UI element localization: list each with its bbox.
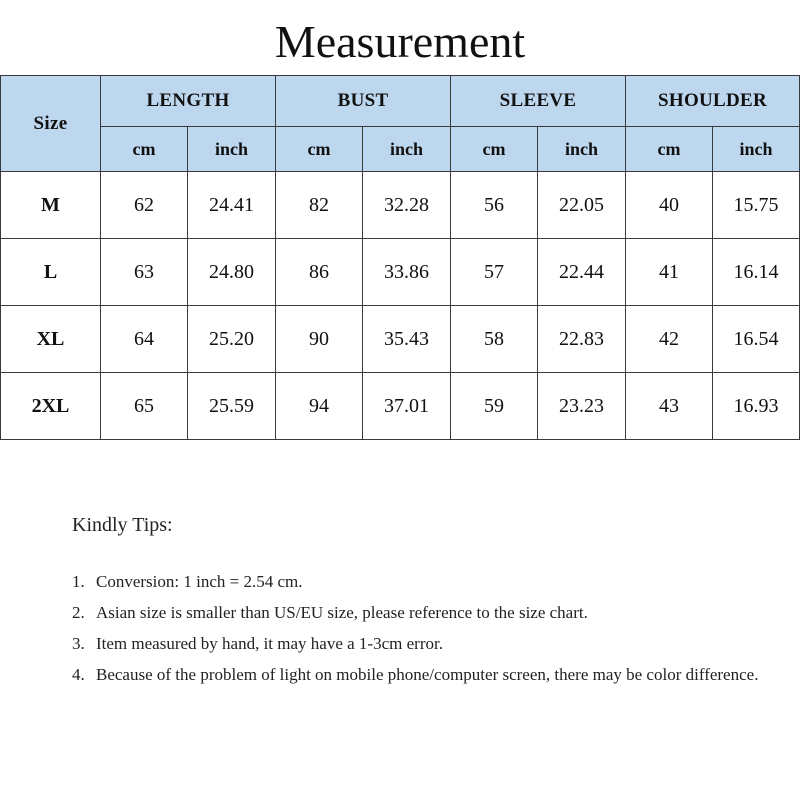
tip-number: 3. xyxy=(72,634,85,653)
size-chart-table xyxy=(0,75,800,440)
table-cell: 43 xyxy=(626,373,713,440)
size-column-header: Size xyxy=(1,76,101,172)
group-header-sleeve: SLEEVE xyxy=(451,76,626,127)
tip-text: Item measured by hand, it may have a 1-3cm error. xyxy=(96,634,443,653)
unit-header: inch xyxy=(363,127,451,172)
table-cell: 16.14 xyxy=(713,239,800,306)
table-cell: 25.20 xyxy=(188,306,276,373)
group-header-row xyxy=(1,76,800,127)
table-row xyxy=(1,239,800,306)
table-cell: 59 xyxy=(451,373,538,440)
table-cell: 41 xyxy=(626,239,713,306)
table-cell: 16.54 xyxy=(713,306,800,373)
unit-header: cm xyxy=(276,127,363,172)
table-cell: 22.05 xyxy=(538,172,626,239)
table-cell: 63 xyxy=(101,239,188,306)
table-cell: 15.75 xyxy=(713,172,800,239)
size-label: 2XL xyxy=(1,373,101,440)
table-cell: 35.43 xyxy=(363,306,451,373)
unit-header: inch xyxy=(538,127,626,172)
table-cell: 32.28 xyxy=(363,172,451,239)
tip-number: 4. xyxy=(72,665,85,684)
table-cell: 90 xyxy=(276,306,363,373)
kindly-tips xyxy=(72,510,772,690)
tip-number: 1. xyxy=(72,572,85,591)
tip-item xyxy=(72,659,772,690)
table-cell: 62 xyxy=(101,172,188,239)
tips-title: Kindly Tips: xyxy=(72,514,173,536)
unit-header: cm xyxy=(451,127,538,172)
table-cell: 40 xyxy=(626,172,713,239)
unit-header: cm xyxy=(626,127,713,172)
table-cell: 33.86 xyxy=(363,239,451,306)
table-cell: 23.23 xyxy=(538,373,626,440)
table-cell: 58 xyxy=(451,306,538,373)
unit-header: inch xyxy=(713,127,800,172)
table-cell: 82 xyxy=(276,172,363,239)
tip-number: 2. xyxy=(72,603,85,622)
table-cell: 22.44 xyxy=(538,239,626,306)
table-cell: 56 xyxy=(451,172,538,239)
table-cell: 24.80 xyxy=(188,239,276,306)
table-row xyxy=(1,306,800,373)
group-header-bust: BUST xyxy=(276,76,451,127)
table-cell: 37.01 xyxy=(363,373,451,440)
table-cell: 94 xyxy=(276,373,363,440)
page-title: Measurement xyxy=(274,16,526,67)
tip-text: Conversion: 1 inch = 2.54 cm. xyxy=(96,572,303,591)
unit-header: inch xyxy=(188,127,276,172)
tip-item xyxy=(72,628,772,659)
table-cell: 22.83 xyxy=(538,306,626,373)
table-cell: 86 xyxy=(276,239,363,306)
tip-item xyxy=(72,597,772,628)
group-header-shoulder: SHOULDER xyxy=(626,76,800,127)
table-cell: 16.93 xyxy=(713,373,800,440)
table-cell: 57 xyxy=(451,239,538,306)
unit-header-row xyxy=(1,127,800,172)
tips-list xyxy=(72,566,772,690)
tip-text: Asian size is smaller than US/EU size, please reference to the size chart. xyxy=(96,603,588,622)
size-label: XL xyxy=(1,306,101,373)
table-row xyxy=(1,373,800,440)
tip-item xyxy=(72,566,772,597)
table-cell: 42 xyxy=(626,306,713,373)
tip-text: Because of the problem of light on mobile phone/computer screen, there may be color difference. xyxy=(96,665,759,684)
table-cell: 64 xyxy=(101,306,188,373)
size-label: M xyxy=(1,172,101,239)
size-label: L xyxy=(1,239,101,306)
table-cell: 25.59 xyxy=(188,373,276,440)
unit-header: cm xyxy=(101,127,188,172)
table-cell: 24.41 xyxy=(188,172,276,239)
table-cell: 65 xyxy=(101,373,188,440)
group-header-length: LENGTH xyxy=(101,76,276,127)
table-row xyxy=(1,172,800,239)
